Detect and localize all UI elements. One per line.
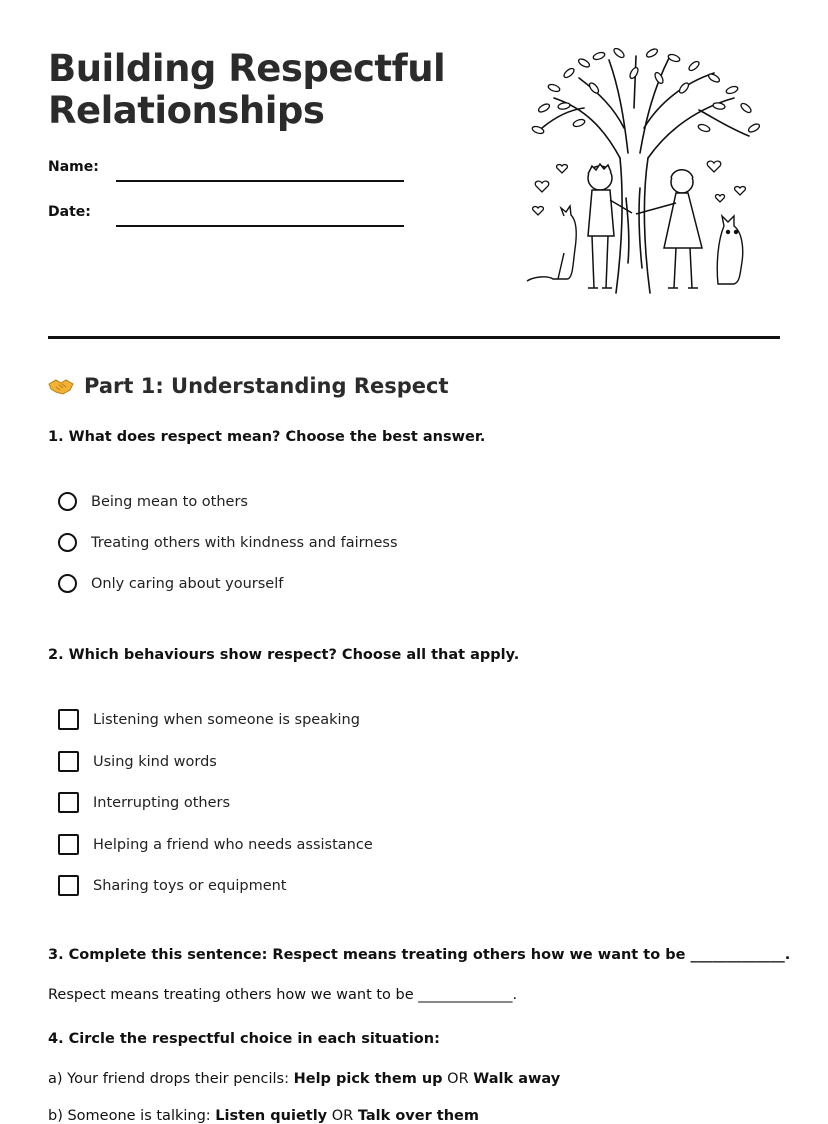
checkbox[interactable]	[58, 792, 79, 813]
option-label: Interrupting others	[93, 794, 231, 811]
worksheet-page	[48, 0, 791, 1124]
q2-prompt: 2. Which behaviours show respect? Choose all that apply.	[48, 647, 520, 663]
q4-situation-b	[48, 1108, 479, 1124]
title-line-2: Relationships	[48, 89, 325, 132]
choice-1[interactable]: Help pick them up	[293, 1071, 443, 1087]
date-field[interactable]	[116, 225, 404, 227]
part1-title: Part 1: Understanding Respect	[84, 374, 449, 398]
q1-option-3[interactable]	[58, 574, 283, 593]
radio-button[interactable]	[58, 574, 77, 593]
radio-button[interactable]	[58, 492, 77, 511]
name-label: Name:	[48, 159, 99, 175]
title-line-1: Building Respectful	[48, 47, 446, 90]
section-divider	[48, 336, 780, 339]
checkbox[interactable]	[58, 834, 79, 855]
q3-prompt: 3. Complete this sentence: Respect means treating others how we want to be _____________.	[48, 947, 791, 963]
option-label: Treating others with kindness and fairness	[91, 534, 398, 551]
q3-answer-line[interactable]: Respect means treating others how we want to be _____________.	[48, 987, 518, 1003]
q4-prompt: 4. Circle the respectful choice in each situation:	[48, 1031, 440, 1047]
checkbox[interactable]	[58, 875, 79, 896]
handshake-icon	[48, 376, 74, 396]
q2-option-5[interactable]	[58, 875, 286, 896]
option-label: Helping a friend who needs assistance	[93, 836, 373, 853]
choice-2[interactable]: Talk over them	[357, 1108, 479, 1124]
option-label: Only caring about yourself	[91, 575, 284, 592]
name-field[interactable]	[116, 180, 404, 182]
q2-option-4[interactable]	[58, 834, 373, 855]
q1-option-1[interactable]	[58, 492, 248, 511]
option-label: Listening when someone is speaking	[93, 711, 360, 728]
option-label: Using kind words	[93, 753, 217, 770]
option-label: Sharing toys or equipment	[93, 877, 287, 894]
checkbox[interactable]	[58, 709, 79, 730]
q1-prompt: 1. What does respect mean? Choose the best answer.	[48, 429, 486, 445]
date-label: Date:	[48, 204, 91, 220]
q2-option-2[interactable]	[58, 751, 217, 772]
page-title	[48, 48, 488, 132]
q1-option-2[interactable]	[58, 533, 398, 552]
checkbox[interactable]	[58, 751, 79, 772]
q4-situation-a	[48, 1071, 560, 1087]
or-text: OR	[327, 1108, 358, 1124]
tree-children-illustration	[524, 48, 764, 298]
situation-text: b) Someone is talking:	[48, 1108, 216, 1124]
situation-text: a) Your friend drops their pencils:	[48, 1071, 294, 1087]
or-text: OR	[442, 1071, 474, 1087]
option-label: Being mean to others	[91, 493, 248, 510]
choice-1[interactable]: Listen quietly	[215, 1108, 328, 1124]
q2-option-3[interactable]	[58, 792, 230, 813]
radio-button[interactable]	[58, 533, 77, 552]
part1-heading	[48, 374, 449, 398]
q2-option-1[interactable]	[58, 709, 360, 730]
choice-2[interactable]: Walk away	[473, 1071, 561, 1087]
